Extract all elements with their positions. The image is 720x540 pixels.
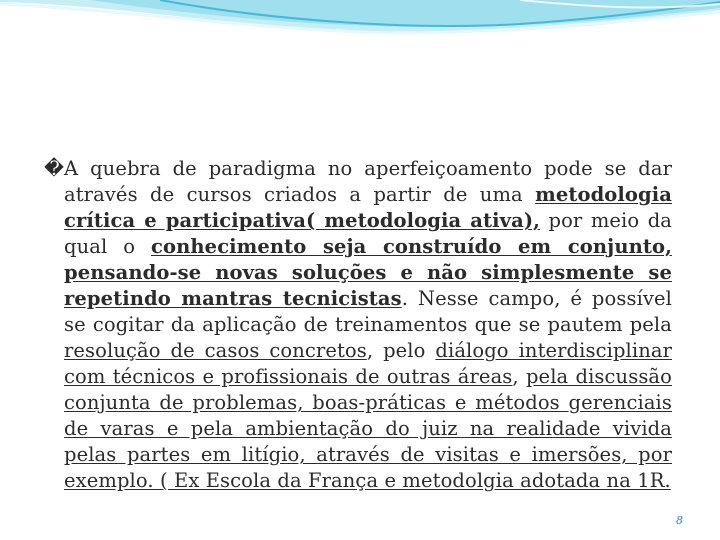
text-segment-methodology: metodologia crítica e participativa( metodologia ativa), bbox=[64, 183, 672, 232]
text-segment-comma: , bbox=[512, 365, 526, 388]
text-segment-pelo: , pelo bbox=[366, 339, 436, 362]
slide-body bbox=[44, 156, 672, 494]
bullet-marker-icon: � bbox=[44, 157, 65, 180]
text-segment-intro: A quebra de paradigma no aperfeiçoamento pode se dar através de cursos criados a partir de uma bbox=[64, 157, 672, 206]
text-segment-knowledge: conhecimento seja construído em conjunto, pensando-se novas soluções e não simplesmente se repetindo mantras tecnicistas bbox=[64, 235, 672, 310]
text-segment-training: . Nesse campo, é possível se cogitar da aplicação de treinamentos que se pautem pela bbox=[64, 287, 672, 336]
page-number: 8 bbox=[676, 514, 683, 527]
text-segment-dialogue: diálogo interdisciplinar com técnicos e profissionais de outras áreas bbox=[64, 339, 673, 388]
text-segment-discussion: pela discussão conjunta de problemas, boas-práticas e métodos gerenciais de varas e pela ambientação do juiz na realidade vivida pelas partes em litígio, através de visitas e imersões, por exemplo. ( Ex Escola da França e metodolgia adotada na 1R. bbox=[64, 365, 672, 492]
bullet-paragraph bbox=[44, 156, 672, 494]
text-segment-connector: por meio da qual o bbox=[64, 209, 672, 258]
text-segment-case-resolution: resolução de casos concretos bbox=[64, 339, 367, 362]
header-wave-decoration bbox=[0, 0, 720, 70]
